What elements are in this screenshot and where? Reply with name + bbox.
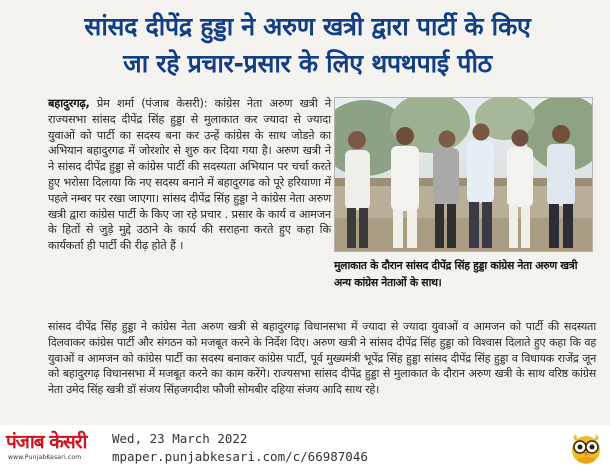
article-body-column [48,96,331,254]
owl-icon[interactable] [567,428,605,466]
headline-line-1: सांसद दीपेंद्र हुड्डा ने अरुण खत्री द्वारा पार्टी के किए [84,12,531,41]
logo-url: www.PunjabKesari.com [8,454,82,461]
logo-wordmark: पंजाब केसरी [6,431,87,453]
dateline: बहादुरगढ़, [48,97,90,110]
byline: प्रेम शर्मा (पंजाब केसरी): [89,97,215,110]
edition-date: Wed, 23 March 2022 [112,431,248,446]
headline-line-2: जा रहे प्रचार-प्रसार के लिए थपथपाई पीठ [123,49,492,78]
article-headline [20,8,595,82]
article-body-full-width [48,319,596,398]
punjab-kesari-logo[interactable] [6,431,106,465]
full-width-text: सांसद दीपेंद्र सिंह हुड्डा ने कांग्रेस नेता अरुण खत्री से बहादुरगढ़ विधानसभा में ज्यादा से ज्यादा युवाओं व आमजन को पार्टी की सदस्यता दिलवाकर कांग्रेस पार्टी और संगठन को मजबूत करने के निर्देश दिए। अरुण खत्री ने सांसद दीपेंद्र सिंह हुड्डा को विश्वास दिलाते हुए कहा कि वह युवाओं व आमजन को कांग्रेस पार्टी का सदस्य बनाकर कांग्रेस पार्टी, पूर्व मुख्यमंत्री भूपेंद्र सिंह हुड्डा सांसद दीपेंद्र सिंह हुड्डा व विधायक राजेंद्र जून को बहादुरगढ़ विधानसभा में मजबूत करने का काम करेंगे। राज्यसभा सांसद दीपेंद्र हुड्डा से मुलाकात के दौरान अरुण खत्री के साथ वरिष्ठ कांग्रेस नेता उमेद सिंह खत्री डॉ संजय सिंहजगदीश फौजी सोमबीर दहिया संजय आदि साथ रहे। [48,320,596,397]
article-url[interactable]: mpaper.punjabkesari.com/c/66987046 [112,449,368,464]
article-photo [334,97,593,252]
column-text: कांग्रेस नेता अरुण खत्री ने राज्यसभा सांसद दीपेंद्र सिंह हुड्डा से मुलाकात कर ज्यादा से ज्यादा युवाओं को पार्टी का सदस्य बना कर उन्हें कांग्रेस के साथ जोडऩे का अभियान बहादुरगढ में जोरशोर से शुरु कर दिया गया है। अरुण खत्री ने ने सांसद दीपेंद्र हुड्डा से कांग्रेस पार्टी की सदस्यता अभियान पर चर्चा करते हुए भरोसा दिलाया कि नए सदस्य बनाने में बहादुरगढ को पूरे हरियाणा में पहले नम्बर पर रखा जाएगा। सांसद दीपेंद्र सिंह हुड्डा ने कांग्रेस नेता अरुण खत्री द्वारा कांग्रेस पार्टी के किए जा रहे प्रचार . प्रसार के कार्य व आमजन के हितों से जुड़े मुद्दे उठाने के कार्य की सराहना करते हुए कहा कि कार्यकर्ता ही पार्टी की रीढ़ होते हैं । [48,97,331,253]
photo-caption: मुलाकात के दौरान सांसद दीपेंद्र सिंह हुड्डा कांग्रेस नेता अरुण खत्री अन्य कांग्रेस नेताओं के साथ। [334,259,578,289]
